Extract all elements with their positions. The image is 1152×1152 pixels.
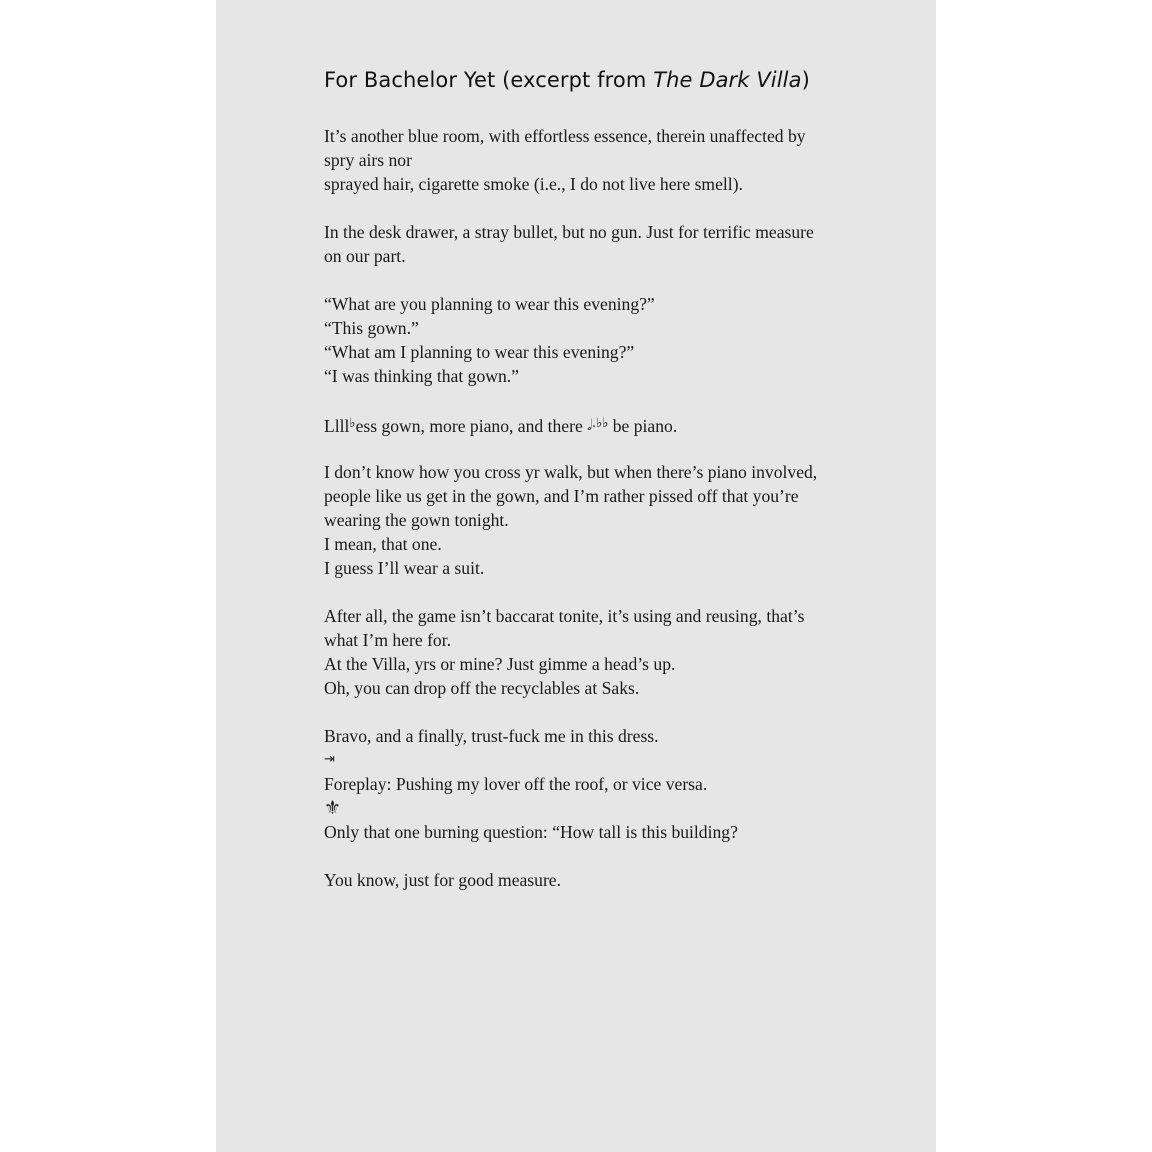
poem-body [324, 124, 864, 892]
poem-line: I guess I’ll wear a suit. [324, 558, 485, 578]
poem-line: “What are you planning to wear this evening?” [324, 294, 655, 314]
poem-line: “This gown.” [324, 318, 419, 338]
stanza-1 [324, 124, 864, 196]
poem-line: sprayed hair, cigarette smoke (i.e., I do not live here smell). [324, 174, 743, 194]
title-book-name: The Dark Villa [653, 68, 802, 92]
line-fragment: be piano. [608, 416, 678, 436]
stanza-5 [324, 460, 864, 580]
title-close: ) [801, 68, 810, 92]
poem-line: In the desk drawer, a stray bullet, but no gun. Just for terrific measure [324, 222, 814, 242]
poem-line: Oh, you can drop off the recyclables at Saks. [324, 678, 640, 698]
poem-line: You know, just for good measure. [324, 870, 562, 890]
poem-line: on our part. [324, 246, 406, 266]
poem-line: Bravo, and a finally, trust-fuck me in this dress. [324, 726, 659, 746]
stanza-6 [324, 604, 864, 700]
flat-sign-icon: ♭ [349, 416, 356, 431]
stanza-4 [324, 412, 864, 436]
poem-line: At the Villa, yrs or mine? Just gimme a head’s up. [324, 654, 676, 674]
poem-line: I mean, that one. [324, 534, 442, 554]
fleur-de-lis-icon: ⚜ [324, 797, 342, 819]
poem-line: Only that one burning question: “How tall is this building? [324, 822, 738, 842]
line-fragment: ess gown, more piano, and there [355, 416, 588, 436]
stanza-8 [324, 868, 864, 892]
document-page [216, 0, 936, 1152]
poem-line: Foreplay: Pushing my lover off the roof, or vice versa. [324, 774, 708, 794]
title-text: For Bachelor Yet (excerpt from [324, 68, 654, 92]
double-flat-icon: .♭♭ [591, 416, 609, 431]
poem-line: people like us get in the gown, and I’m rather pissed off that you’re [324, 486, 799, 506]
poem-line: I don’t know how you cross yr walk, but when there’s piano involved, [324, 462, 818, 482]
poem-line: After all, the game isn’t baccarat tonite, it’s using and reusing, that’s [324, 606, 805, 626]
poem-line: spry airs nor [324, 150, 412, 170]
poem-line: It’s another blue room, with effortless essence, therein unaffected by [324, 126, 806, 146]
half-note-icon: 𝅗𝅥 [587, 416, 592, 434]
stanza-7 [324, 724, 864, 844]
poem-title [324, 64, 810, 96]
line-fragment: Llll [324, 416, 350, 436]
tab-arrow-icon: ⇥ [324, 752, 335, 767]
stanza-3 [324, 292, 864, 388]
poem-line-with-music-glyphs [324, 412, 864, 436]
poem-line: “I was thinking that gown.” [324, 366, 519, 386]
poem-line: wearing the gown tonight. [324, 510, 509, 530]
stanza-2 [324, 220, 864, 268]
poem-line: what I’m here for. [324, 630, 452, 650]
poem-line: “What am I planning to wear this evening?” [324, 342, 635, 362]
